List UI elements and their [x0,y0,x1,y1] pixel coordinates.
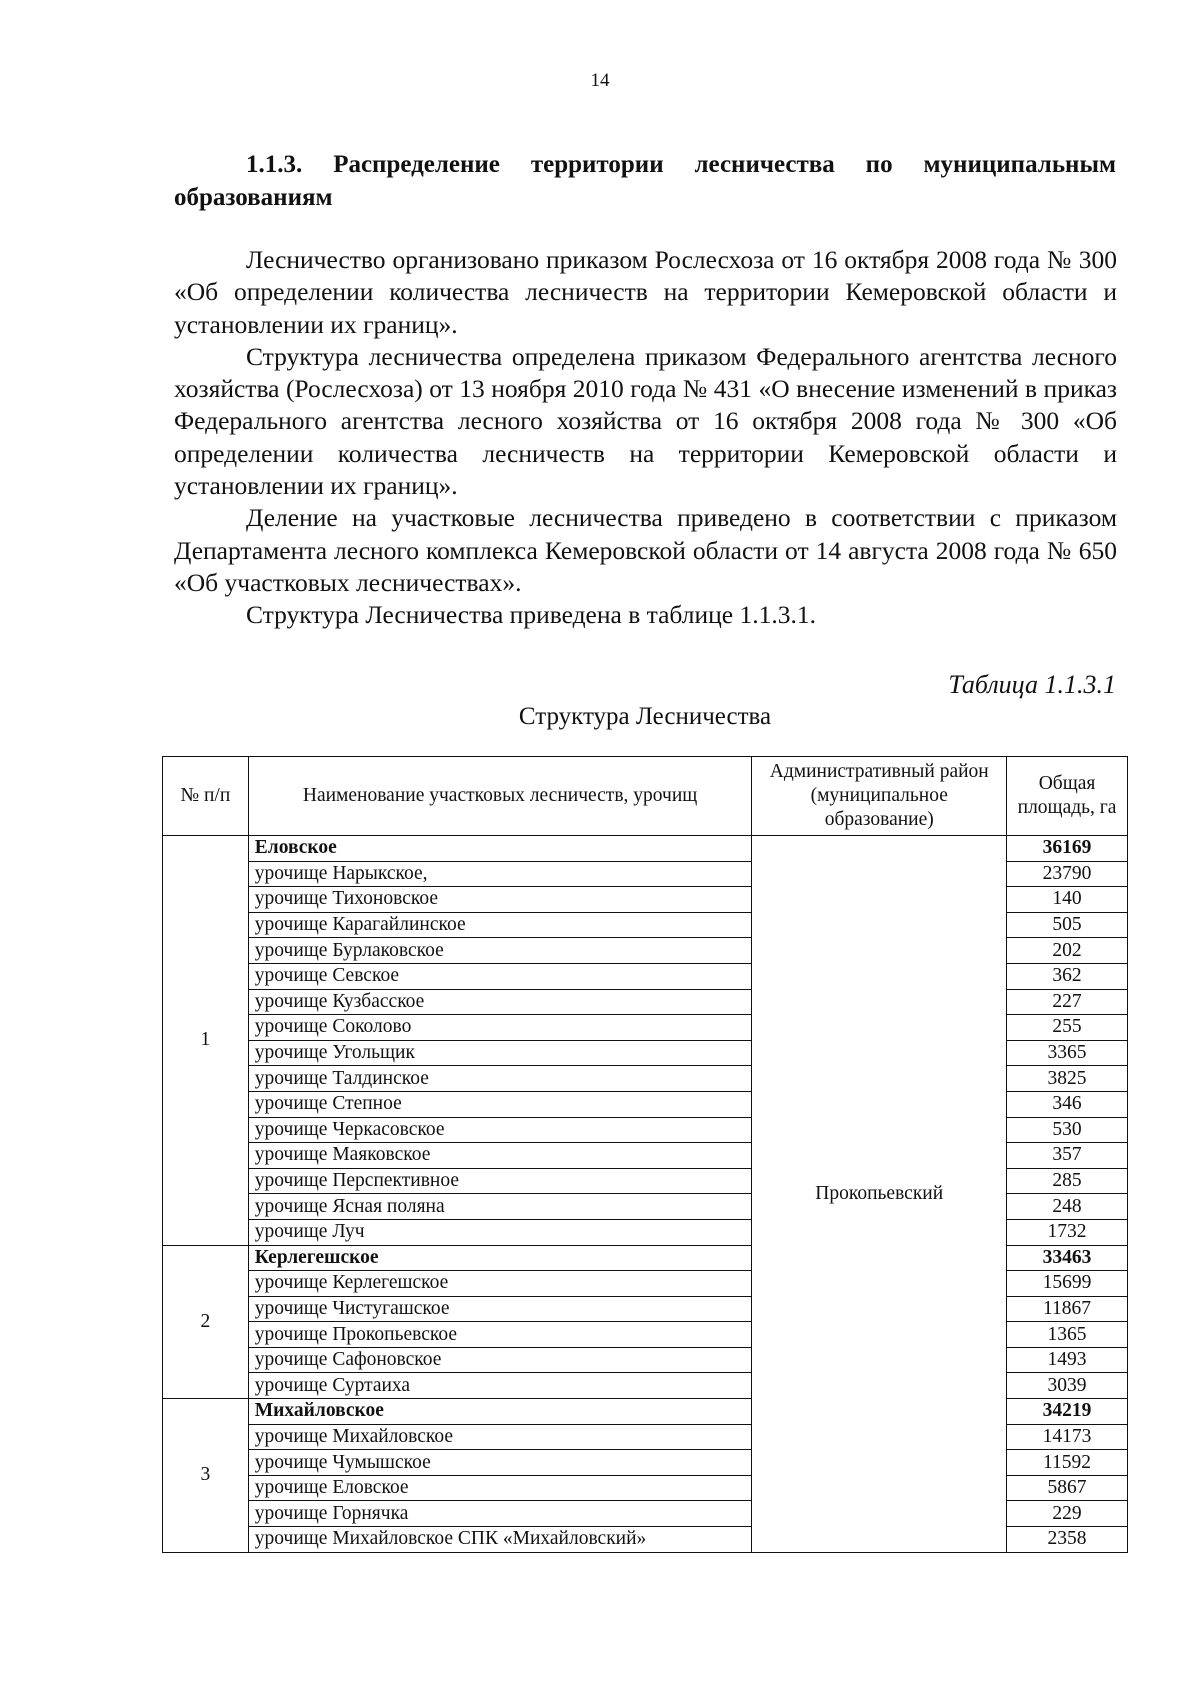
tract-name: урочище Горнячка [248,1501,752,1527]
tract-name: урочище Чистугашское [248,1296,752,1322]
group-name: Михайловское [248,1399,752,1425]
tract-area: 3039 [1007,1373,1128,1399]
group-area: 34219 [1007,1399,1128,1425]
tract-area: 5867 [1007,1475,1128,1501]
tract-area: 362 [1007,963,1128,989]
tract-area: 14173 [1007,1424,1128,1450]
paragraph-3: Деление на участковые лесничества приведено в соответствии с приказом Департамента лесного комплекса Кемеровской области от 14 августа 2008 года № 650 «Об участковых лесничествах». [174,503,1117,597]
tract-name: урочище Кузбасское [248,989,752,1015]
tract-area: 15699 [1007,1271,1128,1297]
tract-area: 1732 [1007,1219,1128,1245]
tract-name: урочище Ясная поляна [248,1194,752,1220]
tract-name: урочище Керлегешское [248,1271,752,1297]
tract-area: 227 [1007,989,1128,1015]
paragraph-2: Структура лесничества определена приказом Федерального агентства лесного хозяйства (Рослесхоза) от 13 ноября 2010 года № 431 «О внесение изменений в приказ Федерального агентства лесного хозяйства от 16 октября 2008 года № 300 «Об определении количества лесничеств на территории Кемеровской области и установлении их границ». [174,341,1117,501]
tract-name: урочище Тихоновское [248,887,752,913]
tract-name: урочище Черкасовское [248,1117,752,1143]
tract-area: 3365 [1007,1040,1128,1066]
paragraph-1: Лесничество организовано приказом Рослесхоза от 16 октября 2008 года № 300 «Об определении количества лесничеств на территории Кемеровской области и установлении их границ». [174,245,1117,339]
tract-name: урочище Маяковское [248,1143,752,1169]
tract-name: урочище Степное [248,1091,752,1117]
header-district: Административный район (муниципальное образование) [752,757,1007,836]
tract-name: урочище Михайловское [248,1424,752,1450]
tract-area: 346 [1007,1091,1128,1117]
table-label: Таблица 1.1.3.1 [948,670,1116,699]
group-area: 33463 [1007,1245,1128,1271]
section-heading-line-2: образованиям [174,184,333,211]
tract-name: урочище Суртаиха [248,1373,752,1399]
tract-area: 3825 [1007,1066,1128,1092]
tract-name: урочище Еловское [248,1475,752,1501]
paragraph-4: Структура Лесничества приведена в таблице 1.1.3.1. [246,600,816,630]
tract-name: урочище Соколово [248,1015,752,1041]
district-cell: Прокопьевский [752,836,1007,1553]
section-heading [174,148,1116,214]
header-name: Наименование участковых лесничеств, урочищ [248,757,752,836]
group-number: 1 [163,836,249,1246]
forestry-structure-table [162,756,1128,1553]
body-text [174,244,1117,632]
header-num: № п/п [163,757,249,836]
tract-name: урочище Талдинское [248,1066,752,1092]
group-area: 36169 [1007,836,1128,862]
tract-area: 11867 [1007,1296,1128,1322]
tract-area: 140 [1007,887,1128,913]
table-header-row [163,757,1128,836]
group-number: 3 [163,1399,249,1553]
tract-name: урочище Карагайлинское [248,912,752,938]
tract-area: 255 [1007,1015,1128,1041]
tract-name: урочище Угольщик [248,1040,752,1066]
tract-area: 505 [1007,912,1128,938]
group-name: Керлегешское [248,1245,752,1271]
tract-area: 285 [1007,1168,1128,1194]
tract-area: 2358 [1007,1527,1128,1553]
tract-area: 11592 [1007,1450,1128,1476]
tract-name: урочище Чумышское [248,1450,752,1476]
tract-area: 248 [1007,1194,1128,1220]
tract-area: 229 [1007,1501,1128,1527]
tract-name: урочище Михайловское СПК «Михайловский» [248,1527,752,1553]
tract-area: 23790 [1007,861,1128,887]
tract-area: 1365 [1007,1322,1128,1348]
tract-area: 357 [1007,1143,1128,1169]
tract-name: урочище Нарыкское, [248,861,752,887]
tract-name: урочище Севское [248,963,752,989]
table-group-row [163,836,1128,862]
tract-area: 202 [1007,938,1128,964]
table-body [163,836,1128,1553]
tract-area: 530 [1007,1117,1128,1143]
tract-name: урочище Прокопьевское [248,1322,752,1348]
table-caption: Структура Лесничества [518,703,772,730]
tract-name: урочище Бурлаковское [248,938,752,964]
tract-name: урочище Луч [248,1219,752,1245]
group-number: 2 [163,1245,249,1399]
tract-name: урочище Сафоновское [248,1347,752,1373]
section-heading-line-1: 1.1.3. Распределение территории лесничества по муниципальным [246,151,1116,178]
tract-name: урочище Перспективное [248,1168,752,1194]
group-name: Еловское [248,836,752,862]
header-area: Общая площадь, га [1007,757,1128,836]
page-number: 14 [590,70,610,91]
tract-area: 1493 [1007,1347,1128,1373]
